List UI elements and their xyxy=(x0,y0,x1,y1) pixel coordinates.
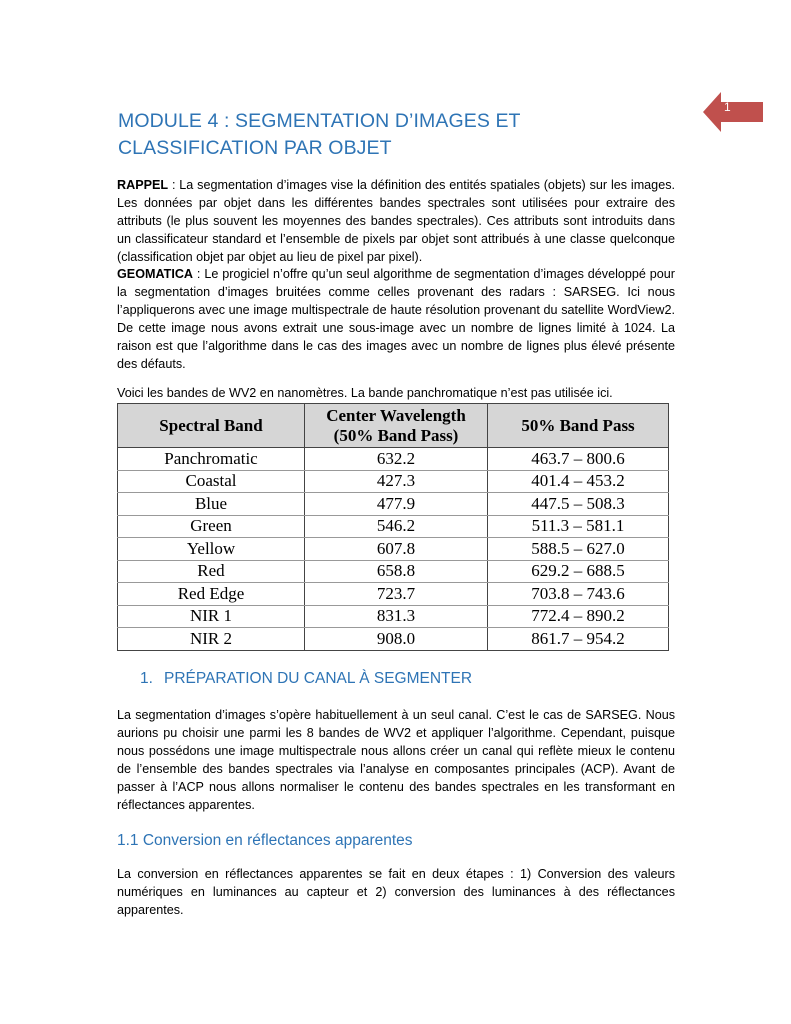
center-wavelength: 632.2 xyxy=(305,448,488,471)
wv2-bands-table xyxy=(117,403,669,650)
band-name: Coastal xyxy=(118,470,305,493)
center-wavelength: 607.8 xyxy=(305,538,488,561)
band-pass: 447.5 – 508.3 xyxy=(488,493,669,516)
table-row xyxy=(118,515,669,538)
geomatica-text: : Le progiciel n’offre qu’un seul algorithme de segmentation d’images développé pour la segmentation d’images bruitées comme celles provenant des radars : SARSEG. Ici nous l’appliquerons avec une image multispectrale de haute résolution provenant du satellite WordView2. De cette image nous avons extrait une sous-image avec un nombre de lignes limité à 1024. La raison est que l’algorithme dans le cas des images avec un nombre de lignes plus élevé présente des défauts. xyxy=(117,267,675,371)
band-name: NIR 2 xyxy=(118,628,305,651)
table-row xyxy=(118,470,669,493)
table-row xyxy=(118,560,669,583)
header-center-wavelength: Center Wavelength (50% Band Pass) xyxy=(305,404,488,448)
table-row xyxy=(118,538,669,561)
section-1-paragraph: La segmentation d’images s’opère habituellement à un seul canal. C’est le cas de SARSEG. Nous aurions pu choisir une parmi les 8 bandes de WV2 et appliquer l’algorithme. Cependant, puisque nous possédons une image multispectrale nous allons créer un canal qui reflète mieux le contenu de l’ensemble des bandes spectrales via l’analyse en composantes principales (ACP). Avant de passer à l’ACP nous allons normaliser le contenu des bandes spectrales en les transformant en réflectances apparentes. xyxy=(117,708,675,812)
band-pass: 772.4 – 890.2 xyxy=(488,605,669,628)
band-name: Red Edge xyxy=(118,583,305,606)
center-wavelength: 546.2 xyxy=(305,515,488,538)
band-name: Blue xyxy=(118,493,305,516)
band-pass: 463.7 – 800.6 xyxy=(488,448,669,471)
center-wavelength: 427.3 xyxy=(305,470,488,493)
section-1-1-paragraph: La conversion en réflectances apparentes se fait en deux étapes : 1) Conversion des valeurs numériques en luminances au capteur et 2) conversion des luminances à des réflectances apparentes. xyxy=(117,867,675,917)
band-name: NIR 1 xyxy=(118,605,305,628)
center-wavelength: 723.7 xyxy=(305,583,488,606)
table-row xyxy=(118,448,669,471)
band-name: Panchromatic xyxy=(118,448,305,471)
center-wavelength: 658.8 xyxy=(305,560,488,583)
band-name: Green xyxy=(118,515,305,538)
band-pass: 861.7 – 954.2 xyxy=(488,628,669,651)
rappel-text: : La segmentation d’images vise la définition des entités spatiales (objets) sur les images. Les données par objet dans les différentes bandes spectrales sont utilisées pour extraire des attributs (le plus souvent les moyennes des bandes spectrales). Ces attributs sont introduits dans un classificateur standard et l’ensemble de pixels par objet sont attribués à une classe quelconque (classification objet par objet au lieu de pixel par pixel). xyxy=(117,178,675,264)
page-number: 1 xyxy=(724,100,731,114)
band-pass: 401.4 – 453.2 xyxy=(488,470,669,493)
page-tab-arrow-icon xyxy=(703,92,791,132)
rappel-label: RAPPEL xyxy=(117,178,169,192)
table-header-row xyxy=(118,404,669,448)
table-row xyxy=(118,493,669,516)
rappel-paragraph xyxy=(117,177,675,267)
section-1-heading xyxy=(140,670,472,688)
center-wavelength: 477.9 xyxy=(305,493,488,516)
header-spectral-band: Spectral Band xyxy=(118,404,305,448)
table-row xyxy=(118,605,669,628)
geomatica-label: GEOMATICA xyxy=(117,267,194,281)
page-number-tab xyxy=(703,92,791,132)
band-pass: 588.5 – 627.0 xyxy=(488,538,669,561)
geomatica-paragraph xyxy=(117,266,675,373)
table-row xyxy=(118,583,669,606)
page-title: MODULE 4 : SEGMENTATION D’IMAGES ET CLASSIFICATION PAR OBJET xyxy=(118,110,521,159)
table-row xyxy=(118,628,669,651)
section-1-1-heading: 1.1 Conversion en réflectances apparentes xyxy=(117,832,413,849)
center-wavelength: 908.0 xyxy=(305,628,488,651)
header-band-pass: 50% Band Pass xyxy=(488,404,669,448)
band-pass: 511.3 – 581.1 xyxy=(488,515,669,538)
bands-intro: Voici les bandes de WV2 en nanomètres. La bande panchromatique n’est pas utilisée ici. xyxy=(117,386,613,400)
center-wavelength: 831.3 xyxy=(305,605,488,628)
band-pass: 703.8 – 743.6 xyxy=(488,583,669,606)
band-name: Yellow xyxy=(118,538,305,561)
band-pass: 629.2 – 688.5 xyxy=(488,560,669,583)
section-1-title: PRÉPARATION DU CANAL À SEGMENTER xyxy=(164,670,473,687)
band-name: Red xyxy=(118,560,305,583)
section-1-number: 1. xyxy=(140,670,153,687)
